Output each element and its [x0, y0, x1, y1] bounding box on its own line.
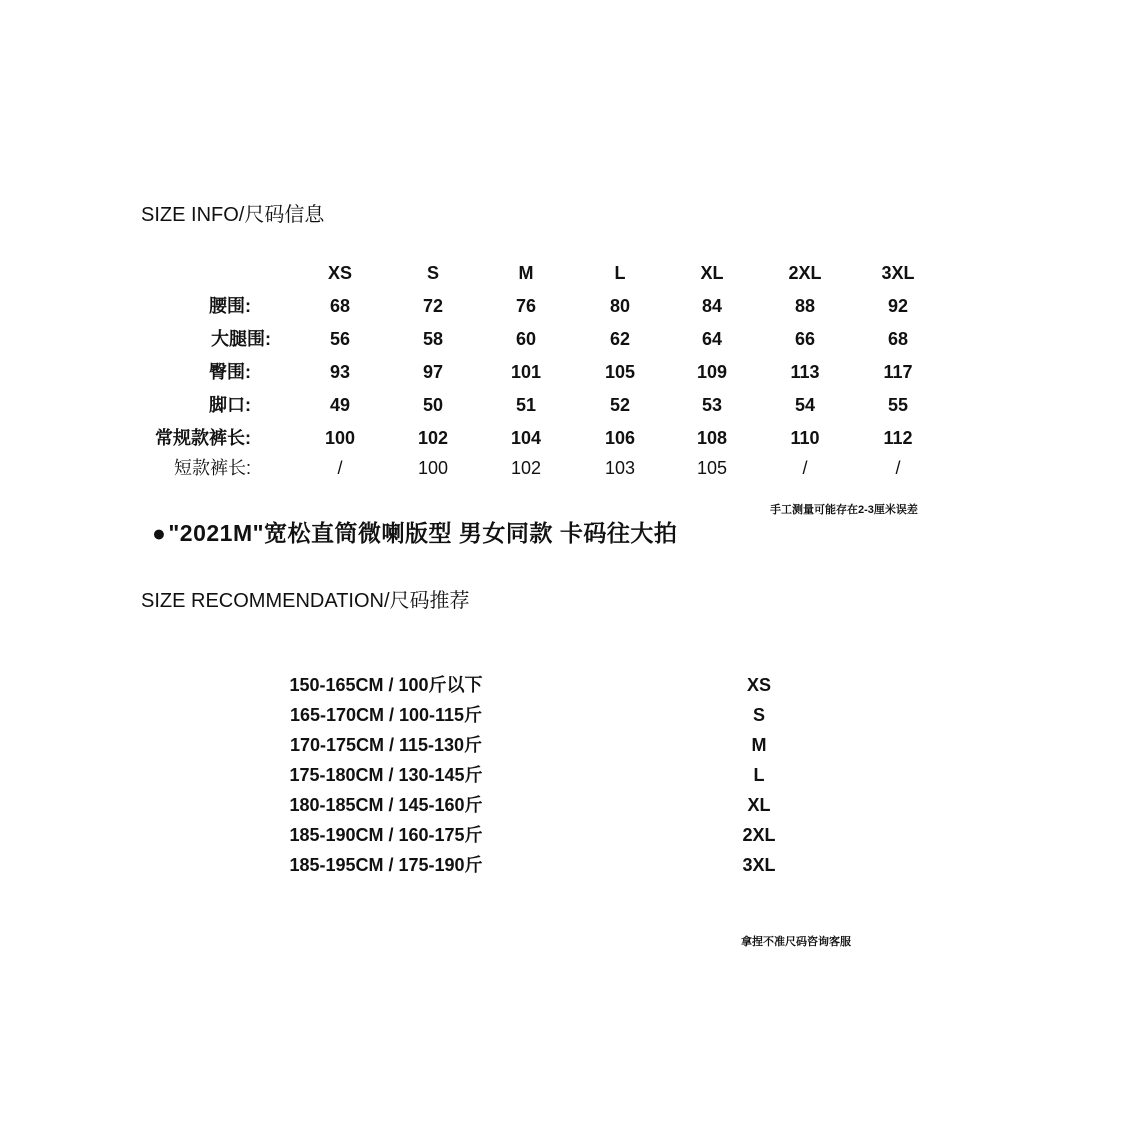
- table-cell: 53: [701, 395, 723, 415]
- recommended-size: M: [751, 735, 767, 755]
- table-cell: 108: [696, 428, 728, 448]
- table-cell: 101: [510, 362, 542, 382]
- table-cell: 93: [329, 362, 351, 382]
- size-header-m: M: [518, 263, 534, 283]
- table-cell: 68: [887, 329, 909, 349]
- table-cell: 100: [324, 428, 356, 448]
- table-cell: 110: [790, 428, 820, 448]
- size-recommendation-title: SIZE RECOMMENDATION/尺码推荐: [141, 590, 470, 612]
- size-info-title: SIZE INFO/尺码信息: [141, 204, 325, 226]
- table-cell: 105: [696, 458, 728, 478]
- table-cell: 106: [604, 428, 636, 448]
- size-header-xl: XL: [700, 263, 724, 283]
- fit-note: [152, 515, 677, 548]
- table-cell: 102: [417, 428, 449, 448]
- table-cell: /: [337, 458, 343, 478]
- table-cell: 55: [887, 395, 909, 415]
- recommended-size: L: [753, 765, 765, 785]
- bullet-icon: ●: [152, 520, 167, 546]
- table-cell: 62: [609, 329, 631, 349]
- size-header-s: S: [426, 263, 440, 283]
- row-label: 腰围:: [209, 296, 251, 316]
- table-cell: 88: [794, 296, 816, 316]
- measurement-note: 手工测量可能存在2-3厘米误差: [770, 504, 918, 516]
- row-label: 大腿围:: [211, 329, 271, 349]
- table-cell: /: [802, 458, 808, 478]
- row-label: 短款裤长:: [173, 458, 251, 478]
- table-cell: 60: [515, 329, 537, 349]
- table-cell: 49: [329, 395, 351, 415]
- table-cell: /: [895, 458, 901, 478]
- table-cell: 105: [604, 362, 636, 382]
- table-cell: 104: [510, 428, 542, 448]
- table-cell: 72: [422, 296, 444, 316]
- size-header-3xl: 3XL: [881, 263, 915, 283]
- height-weight-range: 165-170CM / 100-115斤: [289, 705, 483, 725]
- table-cell: 92: [887, 296, 909, 316]
- recommended-size: S: [752, 705, 766, 725]
- height-weight-range: 185-190CM / 160-175斤: [289, 825, 483, 845]
- table-cell: 97: [422, 362, 444, 382]
- table-cell: 100: [417, 458, 449, 478]
- size-header-xs: XS: [327, 263, 353, 283]
- height-weight-range: 185-195CM / 175-190斤: [289, 855, 483, 875]
- table-cell: 103: [604, 458, 636, 478]
- table-cell: 58: [422, 329, 444, 349]
- fit-note-text: "2021M"宽松直筒微喇版型 男女同款 卡码往大拍: [168, 520, 678, 546]
- table-cell: 64: [701, 329, 723, 349]
- table-cell: 80: [609, 296, 631, 316]
- row-label: 臀围:: [209, 362, 251, 382]
- size-header-2xl: 2XL: [788, 263, 822, 283]
- height-weight-range: 170-175CM / 115-130斤: [289, 735, 483, 755]
- height-weight-range: 180-185CM / 145-160斤: [289, 795, 483, 815]
- height-weight-range: 175-180CM / 130-145斤: [289, 765, 483, 785]
- row-label: 脚口:: [209, 395, 251, 415]
- table-cell: 54: [794, 395, 816, 415]
- row-label: 常规款裤长:: [155, 428, 251, 448]
- table-cell: 102: [510, 458, 542, 478]
- table-cell: 113: [790, 362, 820, 382]
- table-cell: 66: [794, 329, 816, 349]
- size-header-l: L: [614, 263, 626, 283]
- table-cell: 109: [696, 362, 728, 382]
- table-cell: 51: [515, 395, 537, 415]
- recommended-size: XL: [747, 795, 771, 815]
- table-cell: 84: [701, 296, 723, 316]
- table-cell: 56: [329, 329, 351, 349]
- recommended-size: 2XL: [742, 825, 776, 845]
- height-weight-range: 150-165CM / 100斤以下: [289, 675, 483, 695]
- table-cell: 52: [609, 395, 631, 415]
- recommended-size: 3XL: [742, 855, 776, 875]
- table-cell: 68: [329, 296, 351, 316]
- recommended-size: XS: [746, 675, 772, 695]
- customer-service-note: 拿捏不准尺码咨询客服: [741, 936, 851, 948]
- table-cell: 117: [883, 362, 913, 382]
- table-cell: 112: [883, 428, 913, 448]
- table-cell: 76: [515, 296, 537, 316]
- table-cell: 50: [422, 395, 444, 415]
